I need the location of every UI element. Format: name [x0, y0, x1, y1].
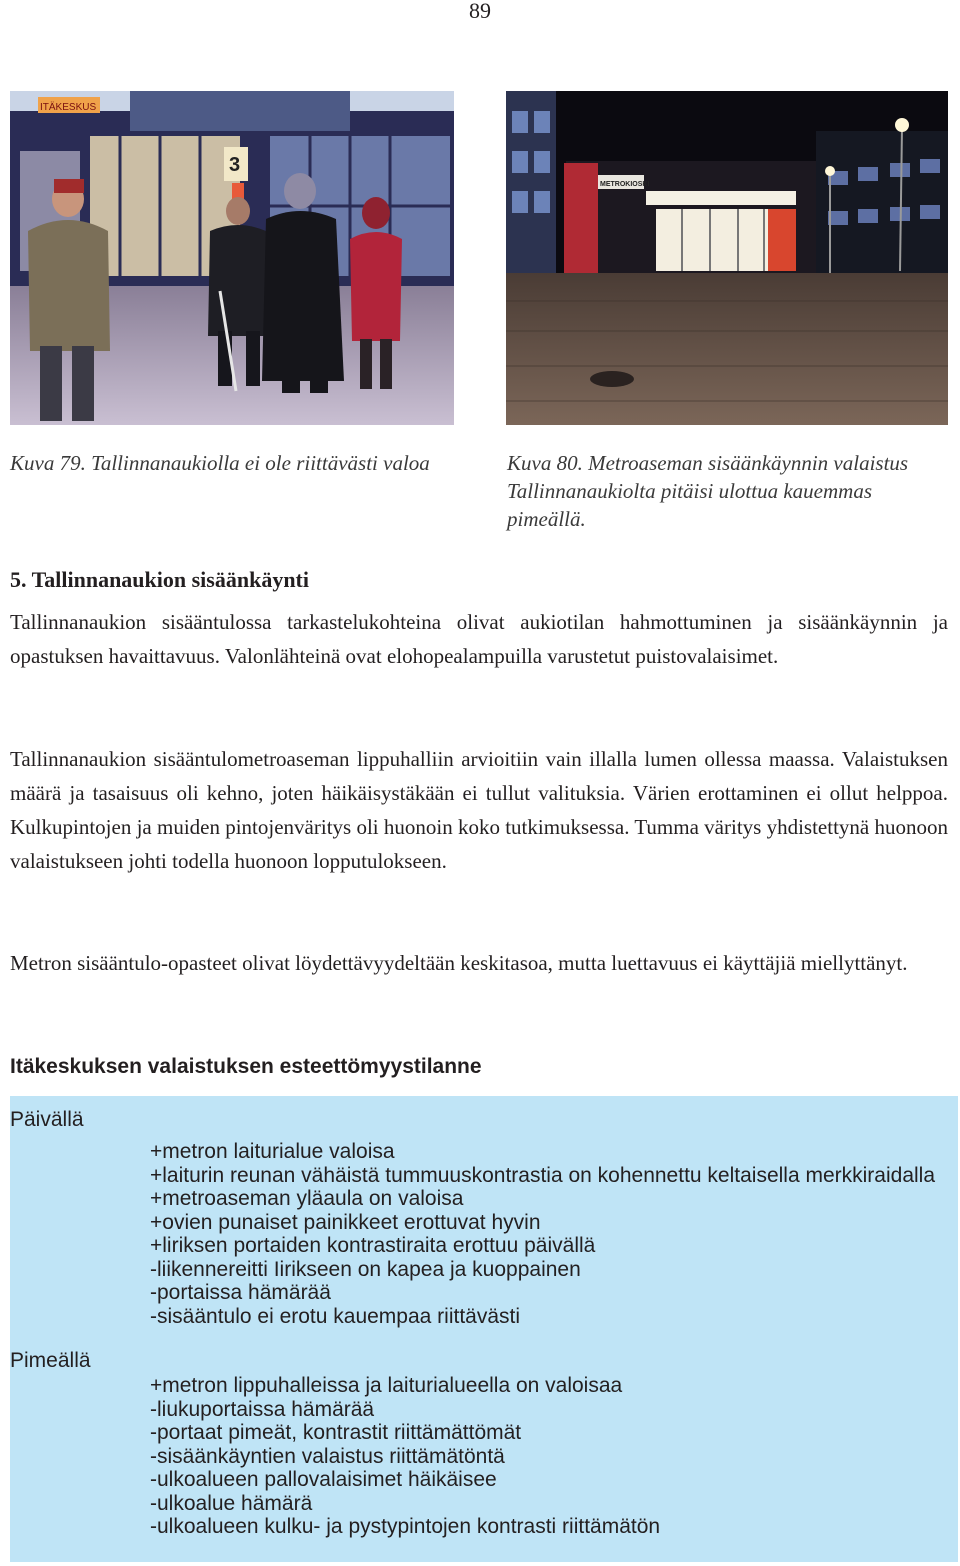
section-heading: 5. Tallinnanaukion sisäänkäynti	[10, 567, 309, 592]
list-item: +metroaseman yläaula on valoisa	[150, 1187, 464, 1210]
manhole-cover-graphic	[590, 371, 634, 387]
kiosk-sign-text: METROKIOSKI	[600, 181, 650, 188]
list-item: +metron lippuhalleissa ja laiturialueella on valoisaa	[150, 1374, 623, 1397]
list-item: -ulkoalueen kulku- ja pystypintojen kontrasti riittämätön	[150, 1515, 661, 1538]
list-item: -sisäänkäyntien valaistus riittämätöntä	[150, 1444, 505, 1468]
figure-caption-79: Kuva 79. Tallinnanaukiolla ei ole riittävästi valoa	[10, 451, 430, 475]
summary-box-heading: Itäkeskuksen valaistuksen esteettömyystilanne	[10, 1055, 482, 1078]
photo-people-on-square	[10, 91, 454, 425]
list-item: -sisääntulo ei erotu kauempaa riittävästi	[150, 1304, 521, 1328]
list-item: -portaissa hämärää	[150, 1281, 331, 1304]
list-item: -ulkoalueen pallovalaisimet häikäisee	[150, 1468, 497, 1491]
accessibility-summary-box	[10, 1096, 958, 1562]
page-number: 89	[469, 0, 491, 23]
list-item: -ulkoalue hämärä	[150, 1491, 313, 1515]
nighttime-findings-list	[150, 1374, 950, 1539]
list-item: +ovien punaiset painikkeet erottuvat hyvin	[150, 1210, 541, 1234]
list-item: -portaat pimeät, kontrastit riittämättömät	[150, 1421, 522, 1444]
store-sign-text: ITÄKESKUS	[40, 102, 97, 113]
list-item: +laiturin reunan vähäistä tummuuskontrastia on kohennettu keltaisella merkkiraidalla	[150, 1163, 936, 1187]
daytime-label: Päivällä	[10, 1108, 84, 1131]
figure-caption-80: Kuva 80. Metroaseman sisäänkäynnin valaistus Tallinnanaukiolta pitäisi ulottua kauemmas pimeällä.	[507, 451, 909, 531]
body-paragraph: Tallinnanaukion sisääntulometroaseman lippuhalliin arvioitiin vain illalla lumen ollessa maassa. Valaistuksen määrä ja tasaisuus oli kehno, joten häikäisystäkään ei tullut valituksia. Värien erottaminen ei ollut helppoa. Kulkupintojen ja muiden pintojenväritys oli huonoin koko tutkimuksessa. Tumma väritys yhdistettynä huonoon valaistukseen johti todella huonoon lopputulokseen.	[10, 747, 948, 873]
list-item: +liriksen portaiden kontrastiraita erottuu päivällä	[150, 1234, 596, 1257]
list-item: +metron laiturialue valoisa	[150, 1140, 395, 1163]
entrance-number-sign: 3	[229, 154, 241, 176]
nighttime-label: Pimeällä	[10, 1349, 91, 1372]
body-paragraph: Tallinnanaukion sisääntulossa tarkastelukohteina olivat aukiotilan hahmottuminen ja sisäänkäynnin ja opastuksen havaittavuus. Valonlähteinä ovat elohopealampuilla varustetut puistovalaisimet.	[10, 610, 948, 668]
list-item: -liikennereitti Iirikseen on kapea ja kuoppainen	[150, 1257, 581, 1281]
photo-metro-entrance	[506, 91, 948, 425]
body-paragraph: Metron sisääntulo-opasteet olivat löydettävyydeltään keskitasoa, mutta luettavuus ei käyttäjiä miellyttänyt.	[10, 951, 908, 975]
daytime-findings-list	[150, 1140, 950, 1328]
list-item: -liukuportaissa hämärää	[150, 1397, 375, 1421]
